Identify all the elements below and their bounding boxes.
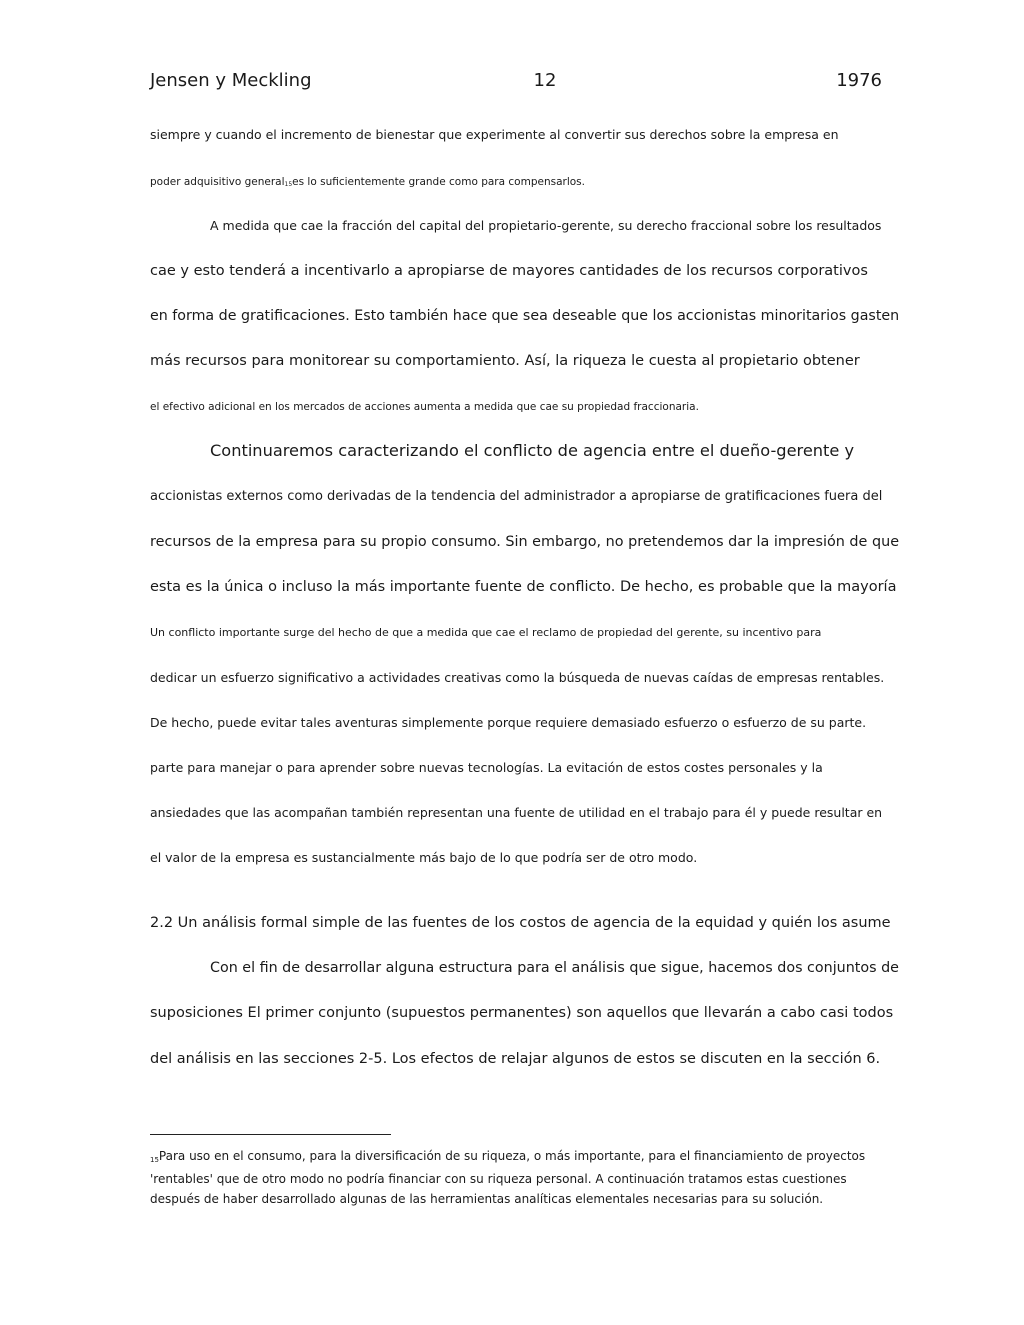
text-line: cae y esto tenderá a incentivarlo a apropiarse de mayores cantidades de los recursos corporativos [150,263,868,279]
header-year: 1976 [836,70,882,91]
text-line [150,172,585,194]
header-author: Jensen y Meckling [150,70,312,91]
footnote [150,1146,870,1210]
text-line: el valor de la empresa es sustancialmente más bajo de lo que podría ser de otro modo. [150,850,698,865]
text-line: ansiedades que las acompañan también representan una fuente de utilidad en el trabajo para él y puede resultar en [150,805,883,820]
text-line: suposiciones El primer conjunto (supuestos permanentes) son aquellos que llevarán a cabo casi todos [150,1005,894,1021]
text-line: A medida que cae la fracción del capital del propietario-gerente, su derecho fraccional sobre los resultados [210,218,882,233]
text-line: De hecho, puede evitar tales aventuras simplemente porque requiere demasiado esfuerzo o esfuerzo de su parte. [150,715,867,730]
text-line: esta es la única o incluso la más importante fuente de conflicto. De hecho, es probable que la mayoría [150,579,897,595]
text-line: el efectivo adicional en los mercados de acciones aumenta a medida que cae su propiedad fraccionaria. [150,401,699,413]
section-heading: 2.2 Un análisis formal simple de las fuentes de los costos de agencia de la equidad y quién los asume [150,915,891,931]
text-line: del análisis en las secciones 2-5. Los efectos de relajar algunos de estos se discuten en la sección 6. [150,1051,881,1067]
text-line: en forma de gratificaciones. Esto también hace que sea deseable que los accionistas minoritarios gasten [150,308,900,324]
text-line: accionistas externos como derivadas de la tendencia del administrador a apropiarse de gratificaciones fuera del [150,489,883,504]
header-page-number: 12 [533,70,557,91]
text-line: recursos de la empresa para su propio consumo. Sin embargo, no pretendemos dar la impresión de que [150,534,900,550]
footnote-marker: 15 [150,1156,159,1164]
text-line: Continuaremos caracterizando el conflicto de agencia entre el dueño-gerente y [210,441,855,460]
footnote-text: Para uso en el consumo, para la diversificación de su riqueza, o más importante, para el financiamiento de proyectos 'rentables' que de otro modo no podría financiar con su riqueza personal. A continuación tratamos estas cuestiones después de haber desarrollado algunas de las herramientas analíticas elementales necesarias para su solución. [150,1149,866,1206]
text-line: siempre y cuando el incremento de bienestar que experimente al convertir sus derechos sobre la empresa en [150,127,839,142]
text-line: dedicar un esfuerzo significativo a actividades creativas como la búsqueda de nuevas caídas de empresas rentables. [150,670,885,685]
text-line: Un conflicto importante surge del hecho de que a medida que cae el reclamo de propiedad del gerente, su incentivo para [150,626,822,639]
footnote-ref: 15 [284,181,293,188]
footnote-divider [150,1134,391,1135]
text-fragment: es lo suficientemente grande como para compensarlos. [292,176,585,188]
text-fragment: poder adquisitivo general [150,176,285,188]
text-line: más recursos para monitorear su comportamiento. Así, la riqueza le cuesta al propietario obtener [150,353,860,369]
text-line: parte para manejar o para aprender sobre nuevas tecnologías. La evitación de estos costes personales y la [150,760,823,775]
text-line: Con el fin de desarrollar alguna estructura para el análisis que sigue, hacemos dos conjuntos de [210,960,899,976]
